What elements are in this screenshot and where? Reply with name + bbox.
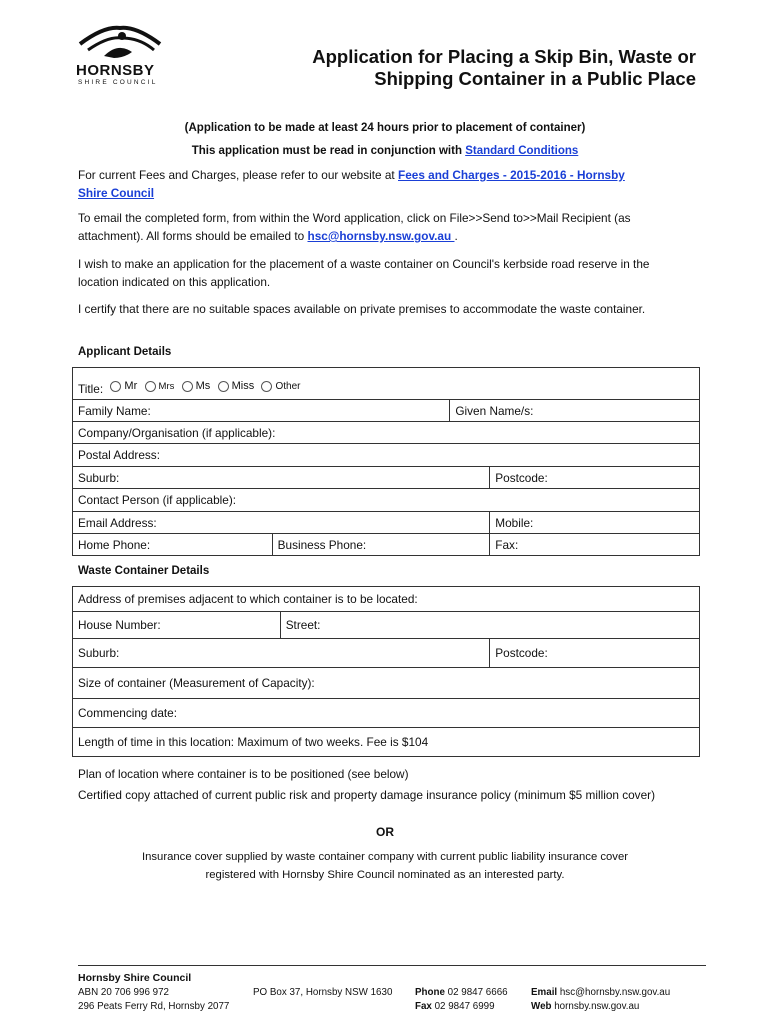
wish-paragraph: I wish to make an application for the placement of a waste container on Council's kerbside road reserve in the location indicated on this application. [78, 257, 650, 289]
plan-text: Plan of location where container is to be positioned (see below) [78, 767, 409, 781]
container-size-field[interactable]: Size of container (Measurement of Capacity): [73, 668, 700, 699]
contact-person-field[interactable]: Contact Person (if applicable): [73, 489, 700, 512]
postcode-field[interactable]: Postcode: [490, 467, 700, 489]
council-email-link[interactable]: hsc@hornsby.nsw.gov.au [307, 229, 455, 243]
page-title: Application for Placing a Skip Bin, Waste or Shipping Container in a Public Place [312, 46, 696, 89]
suburb-field[interactable]: Suburb: [73, 467, 490, 489]
waste-suburb-field[interactable]: Suburb: [73, 639, 490, 668]
fax-field[interactable]: Fax: [490, 534, 700, 556]
footer-phone-fax: Phone 02 9847 6666 Fax 02 9847 6999 [415, 987, 508, 1012]
title-row: Title: Mr $^{Mrs}$ Ms Miss $^{Other}$ [73, 368, 700, 400]
footer-abn-address: ABN 20 706 996 972 296 Peats Ferry Rd, Hornsby 2077 [78, 987, 230, 1012]
fees-charges-link-cont[interactable]: Shire Council [78, 186, 155, 200]
company-field[interactable]: Company/Organisation (if applicable): [73, 422, 700, 444]
fees-paragraph: For current Fees and Charges, please refer to our website at Fees and Charges - 2015-2016 - Hornsby Shire Council [78, 168, 625, 200]
length-of-time-field[interactable]: Length of time in this location: Maximum of two weeks. Fee is $104 [73, 728, 700, 757]
footer-email-web: Email hsc@hornsby.nsw.gov.au Web hornsby.nsw.gov.au [531, 987, 671, 1012]
certify-paragraph: I certify that there are no suitable spaces available on private premises to accommodate the waste container. [78, 302, 646, 316]
street-field[interactable]: Street: [280, 612, 699, 639]
premises-address-field[interactable]: Address of premises adjacent to which container is to be located: [73, 587, 700, 612]
footer-divider [78, 965, 706, 966]
notice-standard-conditions: This application must be read in conjunction with Standard Conditions [191, 145, 579, 157]
standard-conditions-link[interactable]: Standard Conditions [465, 145, 579, 157]
applicant-details-table [72, 367, 700, 556]
given-names-field[interactable]: Given Name/s: [450, 400, 700, 422]
logo-wordmark: HORNSBY [76, 62, 155, 79]
waste-container-table [72, 586, 700, 757]
applicant-heading: Applicant Details [78, 346, 172, 358]
title-radio-miss[interactable] [218, 381, 229, 392]
mobile-field[interactable]: Mobile: [490, 512, 700, 534]
title-radio-other[interactable] [261, 381, 272, 392]
title-radio-mrs[interactable] [145, 381, 156, 392]
waste-heading: Waste Container Details [78, 565, 210, 577]
notice-24-hours: (Application to be made at least 24 hours prior to placement of container) [184, 122, 586, 134]
or-text: OR [376, 825, 394, 839]
home-phone-field[interactable]: Home Phone: [73, 534, 273, 556]
postal-address-field[interactable]: Postal Address: [73, 444, 700, 467]
email-instructions: To email the completed form, from within the Word application, click on File>>Send to>>Mail Recipient (as attachment). All forms should be emailed to hsc@hornsby.nsw.gov.au . [78, 211, 631, 243]
insurance-text: Insurance cover supplied by waste container company with current public liability insurance cover registered with Hornsby Shire Council nominated as an interested party. [141, 851, 628, 881]
title-radio-ms[interactable] [182, 381, 193, 392]
email-address-field[interactable]: Email Address: [73, 512, 490, 534]
footer-po-box: PO Box 37, Hornsby NSW 1630 [253, 987, 393, 998]
certified-copy-text: Certified copy attached of current public risk and property damage insurance policy (minimum $5 million cover) [78, 788, 655, 802]
business-phone-field[interactable]: Business Phone: [272, 534, 490, 556]
logo-subtitle: SHIRE COUNCIL [78, 79, 158, 86]
waste-postcode-field[interactable]: Postcode: [490, 639, 700, 668]
fees-charges-link[interactable]: Fees and Charges - 2015-2016 - Hornsby [398, 168, 625, 182]
family-name-field[interactable]: Family Name: [73, 400, 450, 422]
commencing-date-field[interactable]: Commencing date: [73, 699, 700, 728]
title-radio-mr[interactable] [110, 381, 121, 392]
footer-org: Hornsby Shire Council [78, 972, 192, 984]
house-number-field[interactable]: House Number: [73, 612, 281, 639]
